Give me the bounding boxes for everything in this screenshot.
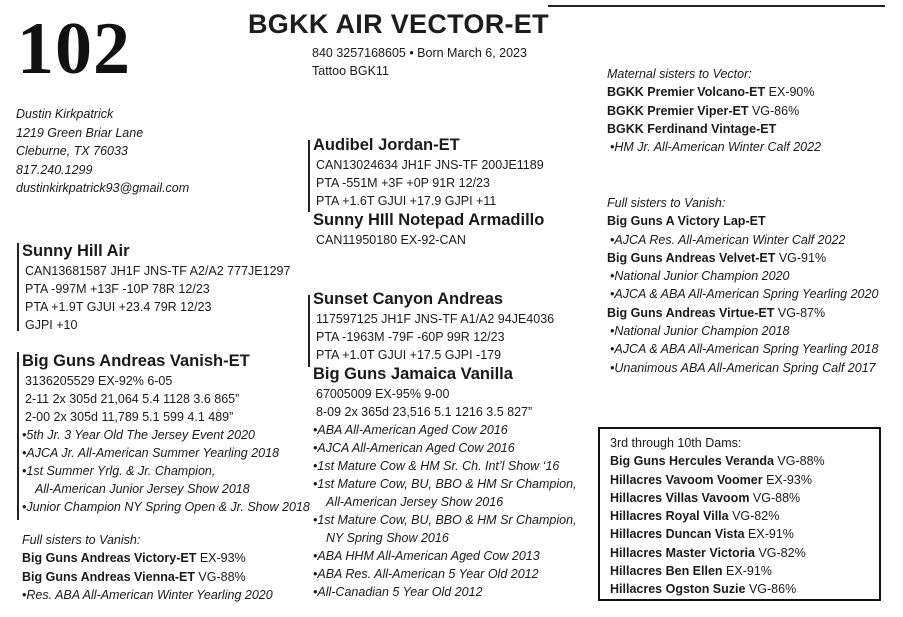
- consignor-name: Dustin Kirkpatrick: [16, 107, 114, 121]
- sire-sire-line: PTA -551M +3F +0P 91R 12/23: [316, 176, 490, 190]
- tattoo: Tattoo BGK11: [312, 64, 389, 78]
- lot-number: 102: [17, 8, 131, 90]
- sire-sire-name: Audibel Jordan-ET: [313, 136, 460, 154]
- full-sisters-vanish: [607, 194, 878, 377]
- dam-honor: •5th Jr. 3 Year Old The Jersey Event 2020: [22, 428, 255, 442]
- dam-full-sister: Big Guns Andreas Victory-ET EX-93%: [22, 551, 246, 566]
- full-sister-note: •Unanimous ABA All-American Spring Calf 2017: [610, 360, 876, 375]
- dam-name: Big Guns Andreas Vanish-ET: [22, 352, 250, 370]
- maternal-sister: BGKK Premier Volcano-ET EX-90%: [607, 85, 815, 100]
- dam-dam-honor: NY Spring Show 2016: [326, 531, 449, 545]
- dam-full-sisters: [22, 531, 273, 604]
- dam-dam-honor: All-American Jersey Show 2016: [326, 495, 504, 509]
- full-sister-note: •AJCA & ABA All-American Spring Yearling 2020: [610, 287, 879, 302]
- maternal-sisters-heading: Maternal sisters to Vector:: [607, 67, 752, 81]
- sire-dam-line: CAN11950180 EX-92-CAN: [316, 233, 466, 247]
- dam-sire-line: 117597125 JH1F JNS-TF A1/A2 94JE4036: [316, 312, 555, 326]
- dams-box: [598, 427, 881, 601]
- dam-bracket: [17, 352, 19, 520]
- full-sister-note: •AJCA & ABA All-American Spring Yearling 2018: [610, 342, 879, 357]
- dam-dam-honor: •1st Mature Cow, BU, BBO & HM Sr Champion,: [313, 513, 577, 527]
- dams-box-item: Hillacres Royal Villa VG-82%: [610, 509, 780, 524]
- consignor-phone: 817.240.1299: [16, 162, 93, 177]
- maternal-sister: BGKK Premier Viper-ET VG-86%: [607, 103, 800, 118]
- sire-bracket: [17, 243, 19, 331]
- dam-sire-name: Sunset Canyon Andreas: [313, 290, 504, 308]
- sire-line: PTA +1.9T GJUI +23.4 79R 12/23: [25, 300, 212, 314]
- sire-block: [22, 241, 290, 334]
- sire-line: GJPI +10: [25, 318, 78, 332]
- full-sister: Big Guns Andreas Virtue-ET VG-87%: [607, 305, 826, 320]
- dam-dam-block: [313, 364, 577, 601]
- dam-line: 2-11 2x 305d 21,064 5.4 1128 3.6 865”: [25, 392, 240, 406]
- dam-sire-line: PTA -1963M -79F -60P 99R 12/23: [316, 330, 505, 344]
- dam-dam-honor: •ABA Res. All-American 5 Year Old 2012: [313, 567, 539, 581]
- dam-line: 2-00 2x 305d 11,789 5.1 599 4.1 489”: [25, 410, 234, 424]
- full-sister-note: •National Junior Champion 2018: [610, 324, 790, 339]
- dam-dam-honor: •All-Canadian 5 Year Old 2012: [313, 585, 483, 599]
- dam-sire-block: [313, 289, 554, 364]
- dam-line: 3136205529 EX-92% 6-05: [25, 374, 173, 388]
- animal-name: BGKK AIR VECTOR-ET: [248, 9, 549, 39]
- dam-dam-honor: •1st Mature Cow & HM Sr. Ch. Int’l Show ‘16: [313, 459, 560, 473]
- dam-dam-name: Big Guns Jamaica Vanilla: [313, 365, 513, 383]
- dams-box-item: Hillacres Ben Ellen EX-91%: [610, 564, 772, 579]
- full-sister: Big Guns A Victory Lap-ET: [607, 214, 766, 229]
- dam-honor: •1st Summer Yrlg. & Jr. Champion,: [22, 464, 216, 478]
- dam-full-sisters-note: •Res. ABA All-American Winter Yearling 2020: [22, 587, 273, 602]
- full-sister-note: •AJCA Res. All-American Winter Calf 2022: [610, 232, 846, 247]
- header-rule: [548, 5, 885, 7]
- dams-box-item: Big Guns Hercules Veranda VG-88%: [610, 454, 825, 469]
- sire-name: Sunny Hill Air: [22, 242, 130, 260]
- dams-box-item: Hillacres Duncan Vista EX-91%: [610, 527, 794, 542]
- maternal-sisters-note: •HM Jr. All-American Winter Calf 2022: [610, 140, 822, 155]
- consignor-city: Cleburne, TX 76033: [16, 144, 128, 158]
- dams-box-item: Hillacres Ogston Suzie VG-86%: [610, 582, 797, 597]
- dam-full-sisters-heading: Full sisters to Vanish:: [22, 533, 141, 547]
- dam-dam-line: 67005009 EX-95% 9-00: [316, 387, 450, 401]
- dams-box-heading: 3rd through 10th Dams:: [610, 436, 742, 450]
- dam-honor: •Junior Champion NY Spring Open & Jr. Show 2018: [22, 500, 310, 514]
- dam-dam-honor: •AJCA All-American Aged Cow 2016: [313, 441, 515, 455]
- dam-dam-honor: •1st Mature Cow, BU, BBO & HM Sr Champion,: [313, 477, 577, 491]
- dam-dam-honor: •ABA All-American Aged Cow 2016: [313, 423, 508, 437]
- consignor-email: dustinkirkpatrick93@gmail.com: [16, 181, 190, 195]
- dam-honor: All-American Junior Jersey Show 2018: [35, 482, 250, 496]
- consignor-block: [16, 105, 189, 198]
- dam-full-sister: Big Guns Andreas Vienna-ET VG-88%: [22, 569, 246, 584]
- sire-line: CAN13681587 JH1F JNS-TF A2/A2 777JE1297: [25, 264, 291, 278]
- dams-box-item: Hillacres Master Victoria VG-82%: [610, 545, 806, 560]
- dam-sire-bracket: [308, 295, 310, 367]
- sire-sire-line: CAN13024634 JH1F JNS-TF 200JE1189: [316, 158, 544, 172]
- sire-sire-line: PTA +1.6T GJUI +17.9 GJPI +11: [316, 194, 497, 208]
- sire-dam-name: Sunny HIll Notepad Armadillo: [313, 211, 545, 229]
- dam-sire-line: PTA +1.0T GJUI +17.5 GJPI -179: [316, 348, 502, 362]
- dam-dam-line: 8-09 2x 365d 23,516 5.1 1216 3.5 827”: [316, 405, 533, 419]
- sire-dam-block: [313, 210, 544, 249]
- consignor-address: 1219 Green Briar Lane: [16, 125, 144, 140]
- sire-sire-block: [313, 135, 544, 210]
- registration-line: 840 3257168605 • Born March 6, 2023: [312, 46, 527, 60]
- dams-box-item: Hillacres Vavoom Voomer EX-93%: [610, 472, 812, 487]
- sire-sire-bracket: [308, 140, 310, 212]
- dam-honor: •AJCA Jr. All-American Summer Yearling 2018: [22, 446, 280, 460]
- full-sister: Big Guns Andreas Velvet-ET VG-91%: [607, 250, 827, 265]
- dam-dam-honor: •ABA HHM All-American Aged Cow 2013: [313, 549, 540, 563]
- dams-box-item: Hillacres Villas Vavoom VG-88%: [610, 490, 801, 505]
- maternal-sisters: [607, 65, 821, 156]
- dam-block: [22, 351, 310, 516]
- maternal-sister: BGKK Ferdinand Vintage-ET: [607, 121, 777, 136]
- full-sister-note: •National Junior Champion 2020: [610, 269, 790, 284]
- sire-line: PTA -997M +13F -10P 78R 12/23: [25, 282, 210, 296]
- full-sisters-heading: Full sisters to Vanish:: [607, 196, 726, 210]
